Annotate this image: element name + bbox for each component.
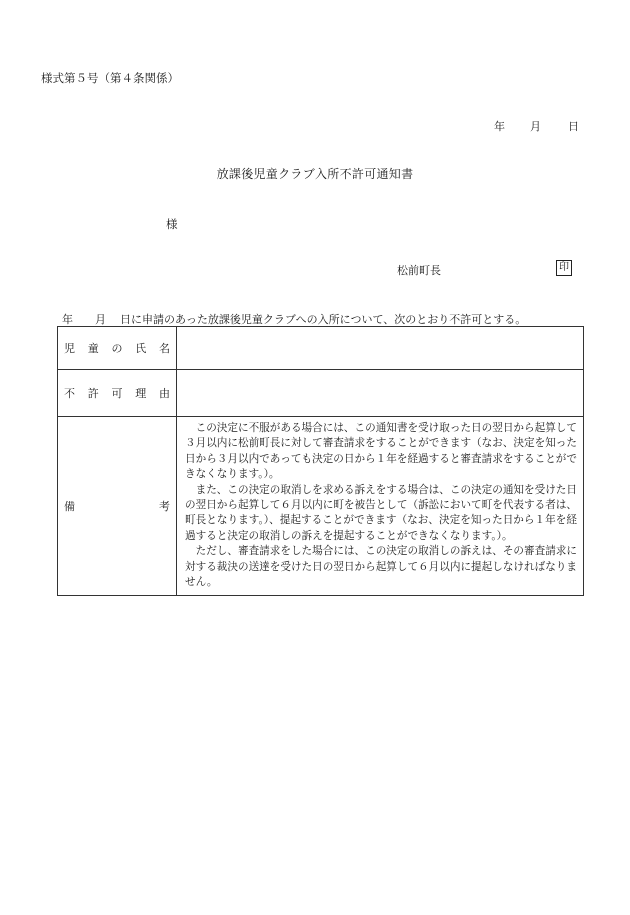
document-title: 放課後児童クラブ入所不許可通知書 [216,167,414,181]
reason-label-char: 不 [64,387,75,400]
table-row-child-name [58,327,584,370]
remarks-label-char: 備 [64,500,75,514]
date-year-label: 年 [494,120,505,133]
notice-table [57,326,584,596]
table-row-reason [58,370,584,417]
intro-month: 月 [95,313,106,326]
child-name-field [177,327,584,370]
reason-label-char: 可 [111,387,123,400]
reason-label-char: 由 [159,387,170,400]
table-row-remarks [58,417,584,596]
issuer-name: 松前町長 [397,264,441,277]
date-month-label: 月 [530,120,541,133]
child-name-label-char: 童 [87,342,99,355]
remarks-paragraph: また、この決定の取消しを求める訴えをする場合は、この決定の通知を受けた日の翌日から起算して６月以内に町を被告として（訴訟において町を代表する者は、町長となります。）、提起することができます（なお、決定を知った日から１年を経過すると決定の取消しの訴えを提起することができなくなります。）。 [185,483,577,542]
intro-text: 日に申請のあった放課後児童クラブへの入所について、次のとおり不許可とする。 [120,313,527,326]
intro-sentence [62,311,526,327]
reason-label [58,370,177,417]
remarks-paragraph: この決定に不服がある場合には、この通知書を受け取った日の翌日から起算して３月以内に松前町長に対して審査請求をすることができます（なお、決定を知った日から３月以内であっても決定の日から１年を経過すると審査請求をすることができなくなります。）。 [185,422,577,481]
date-day-label: 日 [568,120,579,133]
remarks-label [58,417,177,596]
remarks-paragraph: ただし、審査請求をした場合には、この決定の取消しの訴えは、その審査請求に対する裁決の送達を受けた日の翌日から起算して６月以内に提起しなければなりません。 [185,545,577,589]
remarks-label-char: 考 [159,500,170,514]
child-name-label-char: 児 [64,342,75,355]
child-name-label-char: 名 [159,342,170,355]
reason-field [177,370,584,417]
intro-year: 年 [62,313,73,326]
child-name-label [58,327,177,370]
child-name-label-char: 氏 [135,342,147,355]
reason-label-char: 理 [135,387,147,400]
addressee-honorific: 様 [166,217,178,231]
reason-label-char: 許 [87,387,99,400]
child-name-label-char: の [111,342,123,355]
form-number: 様式第５号（第４条関係） [41,71,179,85]
remarks-field [177,417,584,596]
seal-mark: 印 [556,260,572,276]
